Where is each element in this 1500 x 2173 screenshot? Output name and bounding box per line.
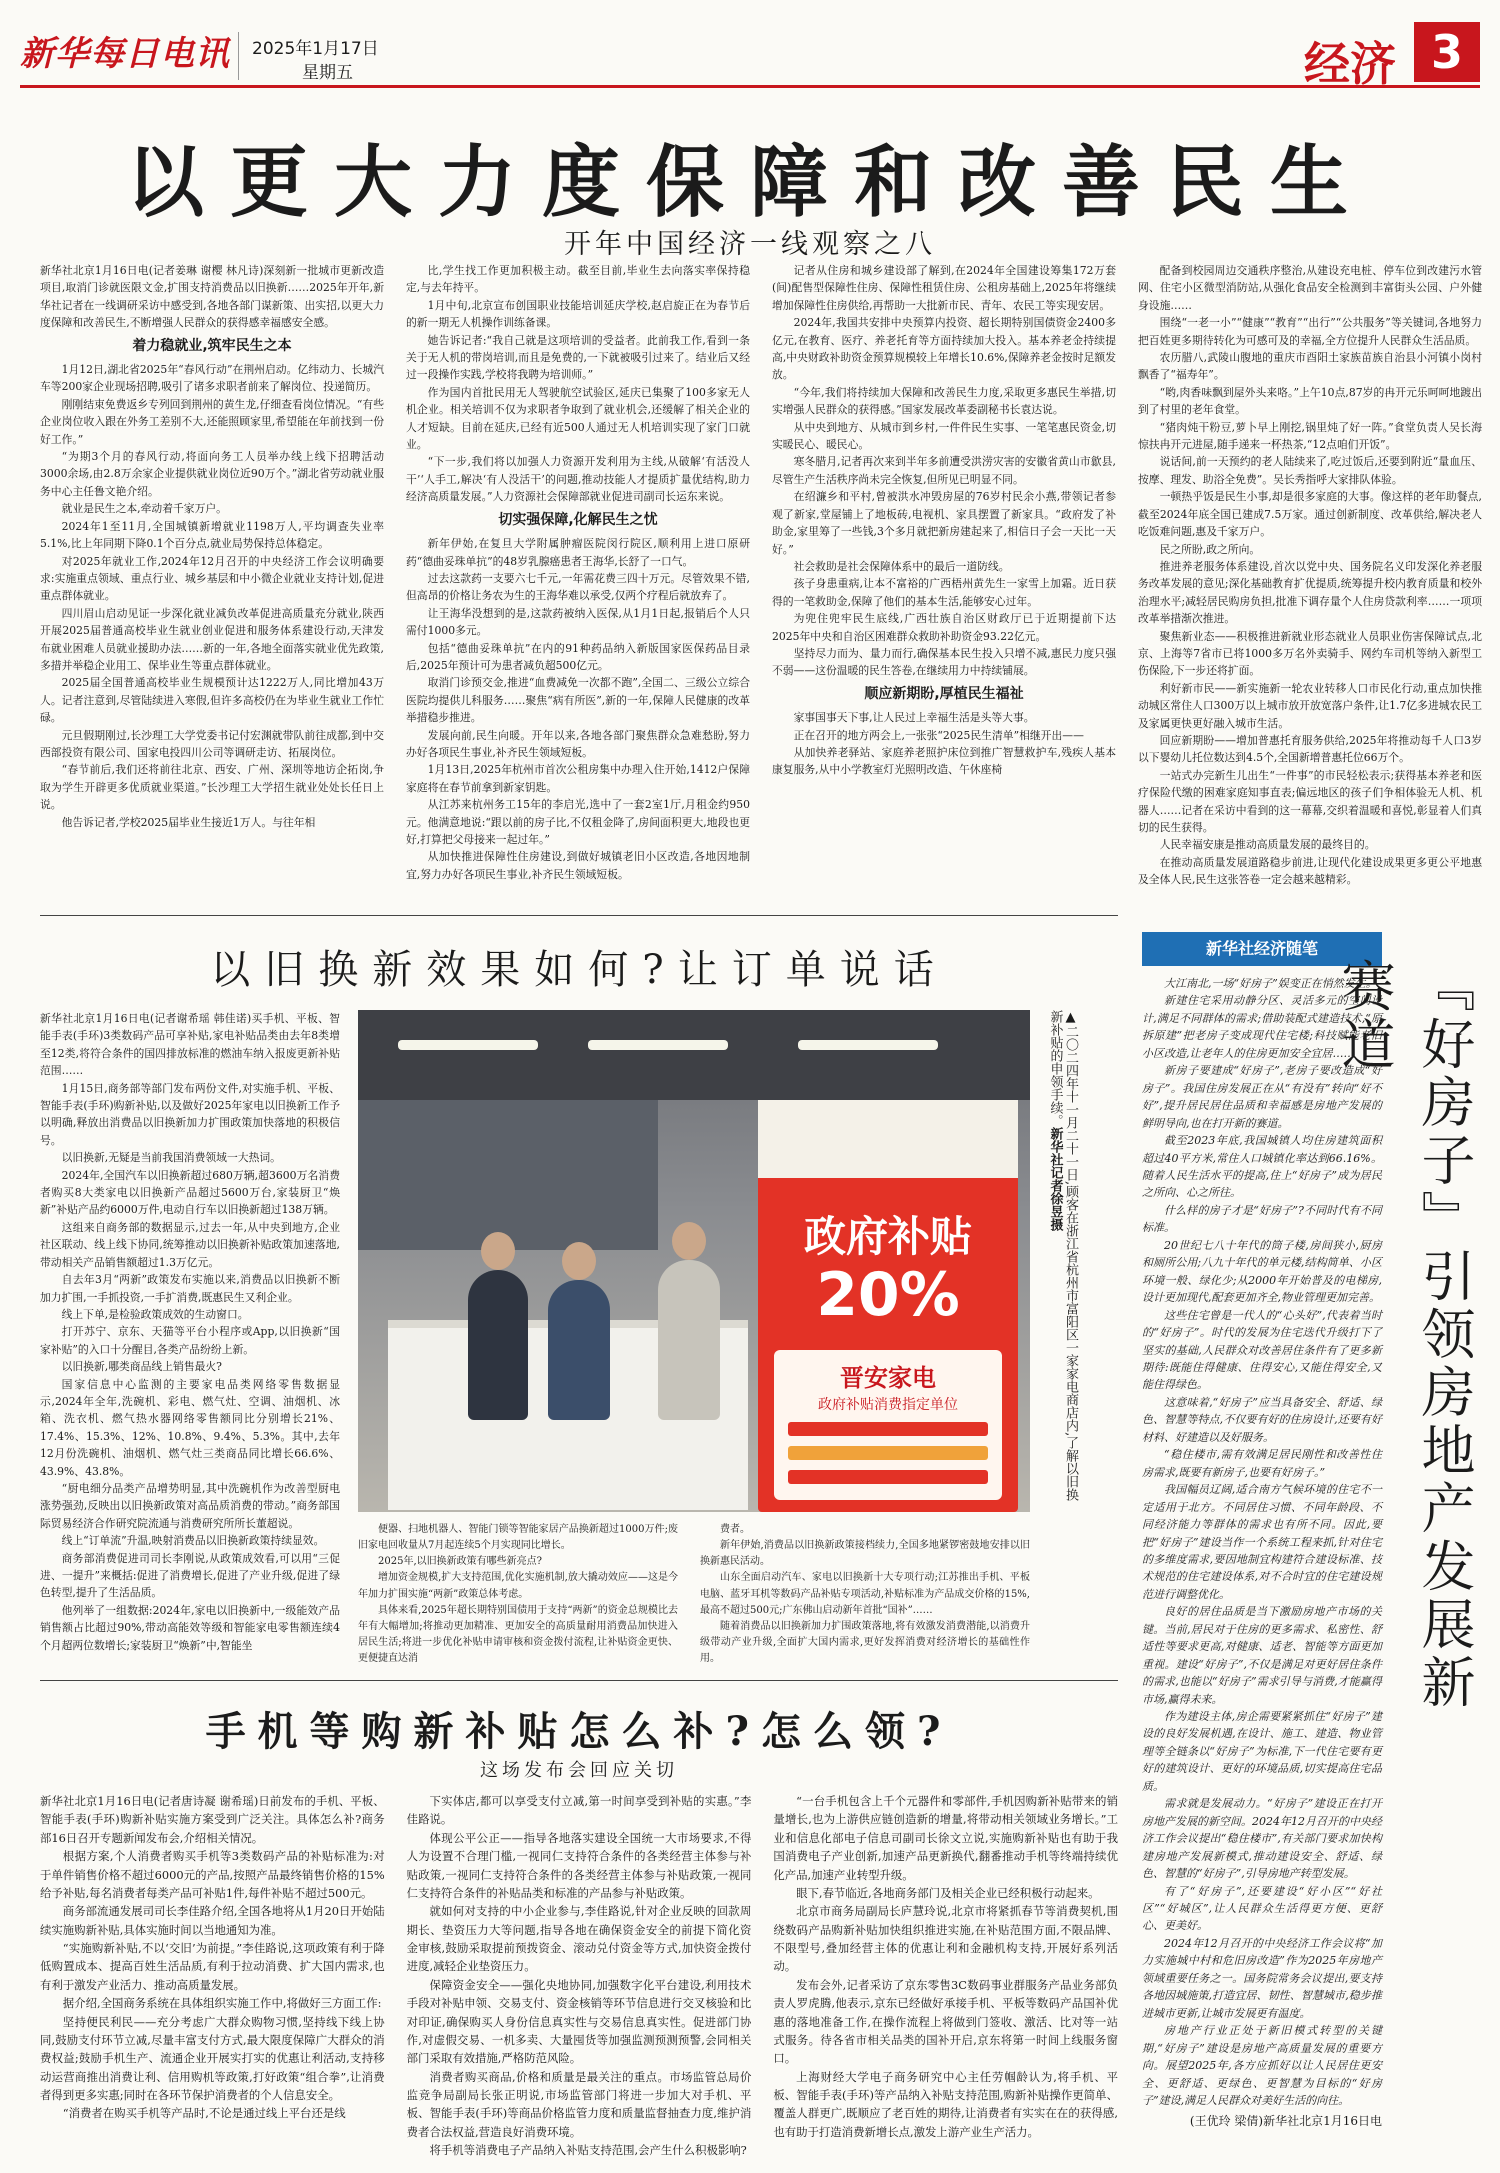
article-paragraph: 对2025年就业工作,2024年12月召开的中央经济工作会议明确要求:实施重点领域、重点行业、城乡基层和中小微企业就业支持计划,促进重点群体就业。: [40, 554, 384, 603]
article-paragraph: 比,学生找工作更加积极主动。截至目前,毕业生去向落实率保持稳定,与去年持平。: [406, 264, 750, 295]
issue-date: 2025年1月17日: [252, 39, 379, 59]
masthead: [20, 18, 1480, 91]
article-paragraph: 线上“订单流”升温,映射消费品以旧换新政策持续显效。: [61, 1534, 325, 1548]
article-column: [772, 262, 1116, 889]
article-paragraph: 商务部消费促进司司长李刚说,从政策成效看,可以用“三促进、一提升”来概括:促进了消费增长,促进了产业升级,促进了绿色转型,提升了生活品质。: [40, 1551, 340, 1600]
commentary-paragraph: 需求就是发展动力。“好房子”建设正在打开房地产发展的新空间。2024年12月召开的中央经济工作会议提出“稳住楼市”,有关部门要求加快构建房地产发展新模式,推动建设安全、舒适、绿色、智慧的“好房子”,引导房地产转型发展。: [1142, 1797, 1382, 1881]
article-paragraph: 孩子身患重病,让本不富裕的广西梧州黄先生一家雪上加霜。近日获得的一笔救助金,保障了他们的基本生活,能够安心过年。: [772, 577, 1116, 608]
article-paragraph: 1月12日,湖北省2025年“春风行动”在荆州启动。亿纬动力、长城汽车等200家企业现场招聘,吸引了诸多求职者前来了解岗位、投递简历。: [40, 363, 384, 394]
article-paragraph: 他告诉记者,学校2025届毕业生接近1万人。与往年相: [61, 815, 316, 829]
commentary-paragraph: 房地产行业正处于新旧模式转型的关键期,“好房子”建设是房地产高质量发展的重要方向。展望2025年,各方应抓好以让人民居住更安全、更舒适、更绿色、更智慧为目标的“好房子”建设,满足人民群众对美好生活的向往。: [1142, 2024, 1382, 2107]
article-paragraph: 刚刚结束免费返乡专列回到荆州的黄生龙,仔细查看岗位情况。“有些企业岗位收入跟在外务工差别不大,还能照顾家里,希望能在年前找到一份好工作。”: [40, 397, 384, 446]
article-paragraph: “今年,我们将持续加大保障和改善民生力度,采取更多惠民生举措,切实增强人民群众的获得感。”国家发展改革委副秘书长袁达说。: [772, 385, 1116, 417]
article-column: [40, 1792, 385, 2160]
banner-percent: 20%: [816, 1260, 960, 1330]
article-paragraph: “春节前后,我们还将前往北京、西安、广州、深圳等地访企拓岗,争取为学生开辟更多优质就业渠道。”长沙理工大学招生就业处处长任日上说。: [40, 763, 384, 812]
article-paragraph: 就如何对支持的中小企业参与,李佳路说,针对企业反映的回款周期长、垫资压力大等问题,指导各地在确保资金安全的前提下简化资金审核,鼓励采取提前预拨资金、滚动兑付资金等方式,加快资金拨付进度,减轻企业垫资压力。: [406, 1904, 752, 1974]
section-divider-1: [40, 915, 1118, 916]
article-paragraph: “猪肉炖干粉豆,萝卜早上刚挖,锅里炖了好一阵。”食堂负责人吴长海惊扶冉开元进屋,随手递来一杯热茶,“12点咱们开饭”。: [1138, 420, 1482, 452]
article-paragraph: 一站式办完新生儿出生“一件事”的市民轻松表示;获得基本养老和医疗保险代缴的困难家庭知事直表;偏远地区的孩子们争相体验无人机、机器人……记者在采访中看到的这一幕幕,交织着温暖和喜悦,彰显着人们真切的民生获得。: [1138, 768, 1482, 834]
issue-weekday: 星期五: [302, 63, 353, 83]
article-paragraph: 这组来自商务部的数据显示,过去一年,从中央到地方,企业社区联动、线上线下协同,统筹推动以旧换新补贴政策加速落地,带动相关产品销售额超过1.3万亿元。: [40, 1220, 340, 1269]
article-paragraph: 说话间,前一天预约的老人陆续来了,吃过饭后,还要到附近“量血压、按摩、理发、助浴全免费”。吴长秀指呼大家排队体验。: [1138, 455, 1482, 486]
article-paragraph: 新年伊始,在复旦大学附属肿瘤医院闵行院区,顺利用上进口原研药“德曲妥珠单抗”的48岁乳腺癌患者王海华,长舒了一口气。: [406, 537, 750, 568]
article-paragraph: 眼下,春节临近,各地商务部门及相关企业已经积极行动起来。: [796, 1885, 1100, 1900]
article-paragraph: 推进养老服务体系建设,首次以党中央、国务院名义印发深化养老服务改革发展的意见;深化基础教育扩优提质,统筹提升校内教育质量和校外治理水平;减轻居民购房负担,批准下调存量个人住房贷款利率……一项项改革举措渐次推进。: [1138, 559, 1482, 626]
section-divider-2: [40, 1680, 1118, 1681]
article-paragraph: 从加快推进保障性住房建设,到做好城镇老旧小区改造,各地因地制宜,努力办好各项民生事业,补齐民生领域短板。: [406, 850, 750, 881]
main-article: [40, 262, 1482, 902]
subsidy-banner: [758, 1100, 1018, 1512]
main-headline: 以更大力度保障和改善民生: [125, 137, 1374, 228]
article-paragraph: 商务部流通发展司司长李佳路介绍,全国各地将从1月20日开始陆续实施购新补贴,具体实施时间以当地通知为准。: [40, 1904, 385, 1937]
article-paragraph: “消费者在购买手机等产品时,不论是通过线上平台还是线: [62, 2106, 346, 2121]
commentary-paragraph: 20世纪七八十年代的筒子楼,房间狭小,厨房和厕所公用;八九十年代的单元楼,结构简单、小区环境一般、绿化少;从2000年开始普及的电梯房,设计更加现代,配套更加齐全,物业管理更加完善。: [1142, 1238, 1382, 1305]
commentary-signature: (王优玲 梁倩)新华社北京1月16日电: [1189, 2114, 1382, 2129]
photo-ceiling: [358, 1010, 1030, 1100]
trade-in-headline: 以旧换新效果如何?让订单说话: [210, 947, 948, 993]
banner-top-panel: [758, 1100, 1018, 1178]
photo-light: [798, 1040, 938, 1050]
article-paragraph: 她告诉记者:“我自己就是这项培训的受益者。此前我工作,看到一条关于无人机的带岗培训,而且是免费的,一下就被吸引过来了。结业后又经过一段操作实践,学校将我聘为培训师。”: [406, 333, 750, 382]
article-paragraph: 1月15日,商务部等部门发布两份文件,对实施手机、平板、智能手表(手环)购新补贴,以及做好2025年家电以旧换新工作予以明确,释放出消费品以旧换新加力扩围政策加快落地的积极信号。: [40, 1081, 340, 1147]
photo-customer: [548, 1280, 610, 1420]
article-paragraph: “为期3个月的春风行动,将面向务工人员举办线上线下招聘活动3000余场,由2.8万余家企业提供就业岗位近90万个。”湖北省劳动就业服务中心主任鲁文艳介绍。: [40, 450, 384, 498]
article-subheading: 顺应新期盼,厚植民生福祉: [864, 685, 1024, 702]
article-paragraph: 线上下单,是检验政策成效的生动窗口。: [61, 1307, 249, 1321]
photo-customer: [468, 1270, 528, 1420]
article-paragraph: 让王海华没想到的是,这款药被纳入医保,从1月1日起,报销后个人只需付1000多元。: [406, 606, 750, 638]
phone-subsidy-subheadline: 这场发布会回应关切: [480, 1760, 678, 1781]
commentary-paragraph: 这意味着,“好房子”应当具备安全、舒适、绿色、智慧等特点,不仅要有好的住房设计,还要有好材料、好建造以及好服务。: [1142, 1395, 1382, 1444]
article-paragraph: 2025届全国普通高校毕业生规模预计达1222万人,同比增加43万人。记者注意到,尽管陆续进入寒假,但许多高校仍在为毕业生就业工作忙碌。: [40, 676, 384, 725]
article-paragraph: 回应新期盼——增加普惠托育服务供给,2025年将推动每千人口3岁以下婴幼儿托位数达到4.5个,全国新增普惠托位66万个。: [1138, 733, 1482, 765]
article-column: [773, 1792, 1118, 2160]
article-paragraph: 自去年3月“两新”政策发布实施以来,消费品以旧换新不断加力扩围,一手抓投资,一手扩消费,既惠民生又利企业。: [40, 1273, 340, 1304]
article-paragraph: 具体来看,2025年超长期特别国债用于支持“两新”的资金总规模比去年有大幅增加;将推动更加精准、更加安全的高质量耐用消费品加快进入居民生活;将进一步优化补贴申请审核和资金拨付流程,让补贴资金更快、更便捷直达消: [358, 1604, 678, 1664]
banner-stripe: [788, 1422, 988, 1436]
photo-storefront: [358, 1100, 658, 1250]
commentary-paragraph: 新房子要建成“好房子”,老房子要改造成“好房子”。我国住房发展正在从“有没有”转向“好不好”,提升居民居住品质和幸福感是房地产发展的鲜明导向,也在打开新的赛道。: [1142, 1064, 1382, 1130]
commentary-paragraph: 有了“好房子”,还要建设“好小区”“好社区”“好城区”,让人民群众生活得更方便、更舒心、更美好。: [1142, 1884, 1382, 1933]
article-paragraph: 作为国内首批民用无人驾驶航空试验区,延庆已集聚了100多家无人机企业。相关培训不仅为求职者争取到了就业机会,还缓解了相关企业的人才短缺。目前在延庆,已经有近500人通过无人机培训实现了家门口就业。: [406, 385, 750, 452]
article-paragraph: “下一步,我们将以加强人力资源开发利用为主线,从破解‘有活没人干’‘人手工,解决‘有人没活干’的问题,推动技能人才提质扩量优结构,助力经济高质量发展。”人力资源社会保障部就业促进司副司长运东来说。: [406, 455, 750, 504]
main-subheadline: 开年中国经济一线观察之八: [564, 229, 936, 260]
article-paragraph: 在绍濂乡和平村,曾被洪水冲毁房屋的76岁村民余小燕,带领记者参观了新家,堂屋铺上了地板砖,电视机、家具摆置了新家具。“政府发了补助金,家里筹了一些钱,3个多月就把新房建起来了,相信日子会一天比一天好。”: [772, 490, 1116, 556]
banner-tag: 政府补贴消费指定单位: [818, 1397, 958, 1413]
photo-staff: [658, 1260, 720, 1420]
commentary-paragraph: 大江南北,一场“好房子”娱变正在悄然发生。: [1164, 977, 1377, 990]
article-lead-paragraph: 新华社北京1月16日电(记者姜琳 谢樱 林凡诗)深刻新一批城市更新改造项目,取消门诊就医限文金,扩围支持消费品以旧换新……2025年开年,新华社记者在一线调研采访中感受到,各地各部门谋新策、出实招,以更大力度保障和改善民生,不断增强人民群众的获得感幸福感安全感。: [40, 264, 384, 330]
article-paragraph: 2024年1至11月,全国城镇新增就业1198万人,平均调查失业率5.1%,比上年同期下降0.1个百分点,就业局势保持总体稳定。: [40, 519, 384, 551]
banner-brand: 晋安家电: [840, 1364, 936, 1392]
article-column: [406, 262, 750, 889]
article-paragraph: 从中央到地方、从城市到乡村,一件件民生实事、一笔笔惠民资金,切实暖民心、暖民心。: [772, 420, 1116, 452]
trade-in-col-1: [40, 1010, 340, 1665]
article-paragraph: 利好新市民——新实施新一轮农业转移人口市民化行动,重点加快推动城区常住人口300万以上城市放开放宽落户条件,让1.7亿多进城农民工及家属更快更好融入城市生活。: [1138, 681, 1482, 730]
article-paragraph: 增加资金规模,扩大支持范围,优化实施机制,放大撬动效应——这是今年加力扩围实施“两新”政策总体考虑。: [358, 1572, 678, 1600]
commentary-paragraph: 作为建设主体,房企需要紧紧抓住“好房子”建设的良好发展机遇,在设计、施工、建造、物业管理等全链条以“好房子”为标准,下一代住宅要有更好的建筑设计、更好的环境品质,切实提高住宅品质。: [1142, 1710, 1382, 1793]
article-paragraph: 2024年,我国共安排中央预算内投资、超长期特别国债资金2400多亿元,在教育、医疗、养老托育等方面持续加大投入。基本养老金持续提高,中央财政补助资金预算规模较上年增长10.6%,保障养老金按时足额发放。: [772, 316, 1116, 382]
article-paragraph: 农历腊八,武陵山腹地的重庆市酉阳土家族苗族自治县小河镇小岗村飘香了“福寿年”。: [1138, 351, 1482, 382]
commentary-paragraph: 新建住宅采用动静分区、灵活多元的空间设计,满足不同群体的需求;借助装配式建造技术,“原拆原建”把老房子变成现代住宅楼;科技赋能老旧小区改造,让老年人的住房更加安全宜居……: [1142, 994, 1382, 1060]
article-lead-paragraph: 新华社北京1月16日电(记者唐诗凝 谢希瑶)日前发布的手机、平板、智能手表(手环)购新补贴实施方案受到广泛关注。具体怎么补?商务部16日召开专题新闻发布会,介绍相关情况。: [40, 1794, 385, 1845]
banner-title: 政府补贴: [803, 1212, 972, 1261]
article-paragraph: “哟,肉香味飘到屋外头来咯。”上午10点,87岁的冉开元乐呵呵地踱出到了村里的老年食堂。: [1138, 385, 1482, 417]
article-paragraph: 坚持尽力而为、量力而行,确保基本民生投入只增不减,惠民力度只强不弱——这份温暖的民生答卷,在继续用力中持续铺展。: [772, 646, 1116, 678]
trade-in-col-3: [700, 1522, 1030, 1667]
article-paragraph: 元旦假期刚过,长沙理工大学党委书记付宏渊就带队前往成都,到中交西部投资有限公司、国家电投四川公司等调研走访、拓展岗位。: [40, 728, 384, 759]
article-paragraph: 2024年,全国汽车以旧换新超过680万辆,超3600万名消费者购买8大类家电以旧换新产品超过5600万台,家装厨卫“焕新”补贴产品约6000万件,电动自行车以旧换新超过138万辆。: [40, 1168, 340, 1217]
commentary-vertical-title: 『好房子』引领房地产发展新赛道: [1333, 958, 1476, 1712]
commentary-paragraph: 什么样的房子才是“好房子”?不同时代有不同标准。: [1142, 1203, 1382, 1235]
article-paragraph: 上海财经大学电子商务研究中心主任劳帼龄认为,将手机、平板、智能手表(手环)等产品纳入补贴支持范围,购新补贴操作更简单、覆盖人群更广,既顺应了老百姓的期待,让消费者有实实在在的获得感,也有助于打造消费新增长点,激发上游产业生产活力。: [773, 2069, 1119, 2139]
article-paragraph: 发布会外,记者采访了京东零售3C数码事业群服务产品业务部负责人罗虎腾,他表示,京东已经做好承接手机、平板等数码产品国补优惠的落地准备工作,在操作流程上将做到门签收、激活、比对等一站式服务。待各省市相关品类的国补开启,京东将第一时间上线服务窗口。: [773, 1977, 1119, 2066]
article-column: [407, 1792, 752, 2160]
article-paragraph: 便器、扫地机器人、智能门锁等智能家居产品换新超过1000万件;废旧家电回收量从7月起连续5个月实现同比增长。: [358, 1524, 678, 1552]
article-paragraph: 保障资金安全——强化央地协同,加强数字化平台建设,利用技术手段对补贴申领、交易支付、资金核销等环节信息进行交叉核验和比对印证,确保购买人身份信息真实性与交易信息真实性。促进部门协作,对虚假交易、一机多卖、大量囤货等加强监测预测预警,会同相关部门采取有效措施,严格防范风险。: [406, 1977, 752, 2066]
article-paragraph: 下实体店,都可以享受支付立减,第一时间享受到补贴的实惠。”李佳路说。: [406, 1794, 752, 1827]
article-paragraph: 山东全面启动汽车、家电以旧换新十大专项行动;江苏推出手机、平板电脑、蓝牙耳机等数码产品补贴专项活动,补贴标准为产品成交价格的15%,最高不超过500元;广东佛山启动新年首批“国补”……: [700, 1572, 1030, 1616]
article-paragraph: 取消门诊预交金,推进“血费减免一次都不跑”,全国二、三级公立综合医院均提供儿科服务……聚焦“病有所医”,新的一年,保障人民健康的改革举措稳步推进。: [406, 676, 750, 725]
caption-text: ▲二〇二四年十一月二十一日,顾客在浙江省杭州市富阳区一家家电商店内,了解以旧换新补贴的申领手续。: [1047, 1010, 1078, 1502]
trade-in-col-2: [358, 1522, 678, 1667]
commentary-article: [1142, 975, 1382, 2160]
article-paragraph: 费者。: [720, 1524, 750, 1535]
article-paragraph: “厨电细分品类产品增势明显,其中洗碗机作为改善型厨电涨势强劲,反映出以旧换新政策对高品质消费的带动。”商务部国际贸易经济合作研究院流通与消费研究所所长董超说。: [40, 1481, 340, 1530]
article-paragraph: 2025年,以旧换新政策有哪些新亮点?: [378, 1556, 542, 1568]
article-paragraph: 随着消费品以旧换新加力扩围政策落地,将有效激发消费潜能,以消费升级带动产业升级,全面扩大国内需求,更好发挥消费对经济增长的基础性作用。: [700, 1620, 1030, 1664]
article-paragraph: 新年伊始,消费品以旧换新政策接档续力,全国多地紧锣密鼓地安排以旧换新惠民活动。: [700, 1540, 1030, 1568]
article-paragraph: 1月中旬,北京宣布创国职业技能培训延庆学校,赵启旋正在为春节后的新一期无人机操作训练备课。: [406, 298, 750, 330]
article-paragraph: 一顿热乎饭是民生小事,却是很多家庭的大事。像这样的老年助餐点,截至2024年底全国已建成7.5万家。通过创新制度、改革供给,解决老人吃饭难问题,惠及千家万户。: [1138, 490, 1482, 539]
news-photo: [358, 1010, 1030, 1512]
article-paragraph: 四川眉山启动见证一步深化就业减负改革促进高质量充分就业,陕西开展2025届普通高校毕业生就业创业促进和服务体系建设行动,天津发布就业困难人员就业援助办法……新的一年,各地全面落实就业优先政策,多措并举稳企业用工、保毕业生等重点群体就业。: [40, 606, 384, 672]
phone-subsidy-article: [40, 1792, 1118, 2162]
article-paragraph: 配备到校园周边交通秩序整治,从建设充电桩、停车位到改建污水管网、住宅小区微型消防站,从强化食品安全检测到丰富街头公园、户外健身设施……: [1138, 264, 1482, 312]
article-paragraph: “一台手机包含上千个元器件和零部件,手机因购新补贴带来的销量增长,也为上游供应链创造新的增量,将带动相关领域业务增长。”工业和信息化部电子信息司副司长徐文立说,实施购新补贴也有助于我国消费电子产业创新,加速产品更新换代,翻番推动手机等终端持续优化产品,加速产业转型升级。: [773, 1794, 1119, 1882]
article-paragraph: 包括“德曲妥珠单抗”在内的91种药品纳入新版国家医保药品目录后,2025年预计可为患者减负超500亿元。: [406, 641, 750, 672]
photo-customer-head: [481, 1232, 515, 1270]
article-column: [1138, 262, 1482, 889]
article-paragraph: 坚持便民利民——充分考虑广大群众购物习惯,坚持线下线上协同,鼓励支付环节立减,尽量丰富支付方式,最大限度保障广大群众的消费权益;鼓励手机生产、流通企业开展实打实的优惠让利活动,支持移动运营商推出消费让利、信用购机等政策,打好政策“组合拳”,让消费者得到更多实惠;同时在各环节保护消费者的个人信息安全。: [40, 2014, 385, 2102]
article-paragraph: 聚焦新业态——积极推进新就业形态就业人员职业伤害保障试点,北京、上海等7省市已将1000多万名外卖骑手、网约车司机等纳入新型工伤保险,下一步还将扩面。: [1138, 629, 1482, 678]
article-paragraph: 北京市商务局副局长庐慧玲说,北京市将紧抓春节等消费契机,围绕数码产品购新补贴加快组织推进实施,在补贴范围方面,不限品牌、不限型号,叠加经营主体的优惠让利和金融机构支持,开展好系列活动。: [773, 1904, 1119, 1974]
article-paragraph: 正在召开的地方两会上,一张张“2025民生清单”相继开出——: [793, 728, 1084, 742]
article-paragraph: 就业是民生之本,牵动着千家万户。: [61, 502, 227, 516]
article-lead-paragraph: 新华社北京1月16日电(记者谢希瑶 韩佳诺)买手机、平板、智能手表(手环)3类数码产品可享补贴,家电补贴品类由去年8类增至12类,将符合条件的国四排放标准的燃油车纳入报废更新补贴范围……: [40, 1012, 340, 1078]
article-paragraph: 1月13日,2025年杭州市首次公租房集中办理入住开始,1412户保障家庭将在春节前拿到新家钥匙。: [406, 763, 750, 794]
article-paragraph: 消费者购买商品,价格和质量是最关注的重点。市场监管总局价监竞争局副局长张正明说,市场监管部门将进一步加大对手机、平板、智能手表(手环)等商品价格监管力度和质量监督抽查力度,维护消费者合法权益,营造良好消费环境。: [406, 2069, 752, 2139]
commentary-paragraph: “稳住楼市,需有效满足居民刚性和改善性住房需求,既要有新房子,也要有好房子。”: [1142, 1448, 1382, 1479]
photo-customer-head: [562, 1242, 596, 1280]
article-paragraph: 寒冬腊月,记者再次来到半年多前遭受洪涝灾害的安徽省黄山市歙县,尽管生产生活秩序尚未完全恢复,但所见已明显不同。: [772, 455, 1116, 486]
masthead-divider: [238, 32, 239, 80]
caption-credit: 新华社记者徐昱摄: [1047, 1127, 1063, 1231]
photo-caption: [1047, 1010, 1078, 1512]
article-paragraph: 记者从住房和城乡建设部了解到,在2024年全国建设筹集172万套(间)配售型保障性住房、保障性租赁住房、公租房基础上,2025年将继续增加保障性住房供给,再帮助一大批新市民、青年、农民工等实现安居。: [772, 264, 1116, 312]
article-paragraph: 他列举了一组数据:2024年,家电以旧换新中,一级能效产品销售额占比超过90%,带动高能效等级和智能家电零售额连续4个月超两位数增长;家装厨卫“焕新”中,智能坐: [40, 1603, 340, 1652]
article-subheading: 着力稳就业,筑牢民生之本: [132, 337, 292, 354]
article-paragraph: 根据方案,个人消费者购买手机等3类数码产品的补贴标准为:对于单件销售价格不超过6000元的产品,按照产品最终销售价格的15%给予补贴,每名消费者每类产品可补贴1件,每件补贴不超过500元。: [40, 1849, 385, 1900]
photo-light: [588, 1040, 728, 1050]
article-paragraph: 从加快养老驿站、家庭养老照护床位到推广智慧救护车,残疾人基本康复服务,从中小学教室灯光照明改造、午休座椅: [772, 745, 1116, 777]
article-paragraph: 打开苏宁、京东、天猫等平台小程序或App,以旧换新“国家补贴”的入口十分醒目,各类产品纷纷上新。: [40, 1325, 340, 1356]
article-column: [40, 262, 384, 889]
article-paragraph: 围绕“一老一小”“健康”“教育”“出行”“公共服务”等关键词,各地努力把百姓更多期待转化为可感可及的幸福,全方位提升人民群众生活品质。: [1138, 316, 1482, 347]
article-paragraph: 从江苏来杭州务工15年的李启光,选中了一套2室1厅,月租金约950元。他满意地说:“跟以前的房子比,不仅租金降了,房间面积更大,地段也更好,打算把父母接来一起过年。”: [406, 798, 750, 846]
commentary-paragraph: 截至2023年底,我国城镇人均住房建筑面积超过40平方米,常住人口城镇化率达到66.16%。随着人民生活水平的提高,住上“好房子”成为居民之所向、心之所往。: [1142, 1134, 1382, 1200]
commentary-paragraph: 良好的居住品质是当下激励房地产市场的关键。当前,居民对于住房的更多需求、私密性、舒适性等要求更高,对健康、适老、智能等方面更加重视。建设“好房子”,不仅是满足对更好居住条件的需求,也能以“好房子”需求引导与消费,才能赢得市场,赢得未来。: [1142, 1605, 1382, 1706]
article-paragraph: 民之所盼,政之所向。: [1159, 542, 1261, 556]
banner-stripe: [788, 1446, 988, 1460]
article-paragraph: 家事国事天下事,让人民过上幸福生活是头等大事。: [793, 711, 1035, 725]
newspaper-logo: 新华每日电讯: [20, 34, 230, 74]
section-name: 经济: [1304, 37, 1396, 91]
photo-light: [398, 1040, 538, 1050]
article-paragraph: 国家信息中心监测的主要家电品类网络零售数据显示,2024年全年,洗碗机、彩电、燃气灶、空调、油烟机、冰箱、洗衣机、燃气热水器网络零售额同比分别增长21%、17.4%、15.3%、12%、10.8%、9.4%、5.3%。其中,去年12月份洗碗机、油烟机、燃气灶三类商品同比增长66.6%、43.9%、43.8%。: [40, 1377, 340, 1478]
commentary-paragraph: 这些住宅曾是一代人的“心头好”,代表着当时的“好房子”。时代的发展为住宅迭代升级打下了坚实的基础,人民群众对改善居住条件有了更多新期待:既能住得健康、住得安心,又能住得安全,又能住得绿色。: [1142, 1308, 1382, 1392]
commentary-paragraph: 我国幅员辽阔,适合南方气候环境的住宅不一定适用于北方。不同居住习惯、不同年龄段、不同经济能力等群体的需求也有所不同。因此,要把“好房子”建设当作一个系统工程来抓,针对住宅的多维度需求,要因地制宜构建符合建设标准、技术规范的住宅建设体系,对不合时宜的住宅建设规范进行调整优化。: [1142, 1483, 1382, 1601]
page-number: 3: [1414, 22, 1480, 82]
article-paragraph: 发展向前,民生向暖。开年以来,各地各部门聚焦群众急难愁盼,努力办好各项民生事业,补齐民生领域短板。: [406, 728, 750, 759]
article-paragraph: 体现公平公正——指导各地落实建设全国统一大市场要求,不得人为设置不合理门槛,一视同仁支持符合条件的各类经营主体参与补贴政策,一视同仁支持符合条件的各类经营主体参与补贴政策,一视同仁支持符合条件的补贴品类和标准的产品参与补贴政策。: [406, 1830, 752, 1900]
photo-staff-head: [672, 1222, 706, 1260]
article-paragraph: 以旧换新,无疑是当前我国消费领域一大热词。: [61, 1151, 281, 1165]
commentary-paragraph: 2024年12月召开的中央经济工作会议将“加力实施城中村和危旧房改造”作为2025年房地产领域重要任务之一。国务院常务会议提出,要支持各地因城施策,打造宜居、韧性、智慧城市,稳步推进城市更新,让城市发展更有温度。: [1142, 1936, 1382, 2020]
commentary-header: 新华社经济随笔: [1142, 932, 1382, 966]
banner-stripe: [788, 1470, 988, 1484]
article-paragraph: 在推动高质量发展道路稳步前进,让现代化建设成果更多更公平地惠及全体人民,民生这张答卷一定会越来越精彩。: [1138, 855, 1482, 887]
article-subheading: 切实强保障,化解民生之忧: [498, 511, 658, 528]
article-paragraph: 据介绍,全国商务系统在具体组织实施工作中,将做好三方面工作:: [62, 1996, 382, 2011]
phone-subsidy-headline: 手机等购新补贴怎么补?怎么领?: [205, 1708, 953, 1755]
article-paragraph: 为兜住兜牢民生底线,广西壮族自治区财政厅已于近期提前下达2025年中央和自治区困难群众救助补助资金93.22亿元。: [772, 612, 1116, 643]
article-paragraph: “实施购新补贴,不以‘交旧’为前提。”李佳路说,这项政策有利于降低购置成本、提高百姓生活品质,有利于拉动消费、扩大国内需求,也有利于激发产业活力、推动高质量发展。: [40, 1941, 385, 1992]
article-paragraph: 以旧换新,哪类商品线上销售最火?: [61, 1360, 222, 1374]
article-paragraph: 人民幸福安康是推动高质量发展的最终目的。: [1159, 838, 1376, 852]
article-paragraph: 过去这款药一支要六七千元,一年需花费三四十万元。尽管效果不错,但高昂的价格让务农为生的王海华难以承受,仅两个疗程后就放弃了。: [406, 571, 750, 603]
banner-info-box: [774, 1350, 1002, 1500]
article-paragraph: 社会救助是社会保障体系中的最后一道防线。: [793, 559, 1010, 573]
article-paragraph: 将手机等消费电子产品纳入补贴支持范围,会产生什么积极影响?: [429, 2143, 747, 2158]
